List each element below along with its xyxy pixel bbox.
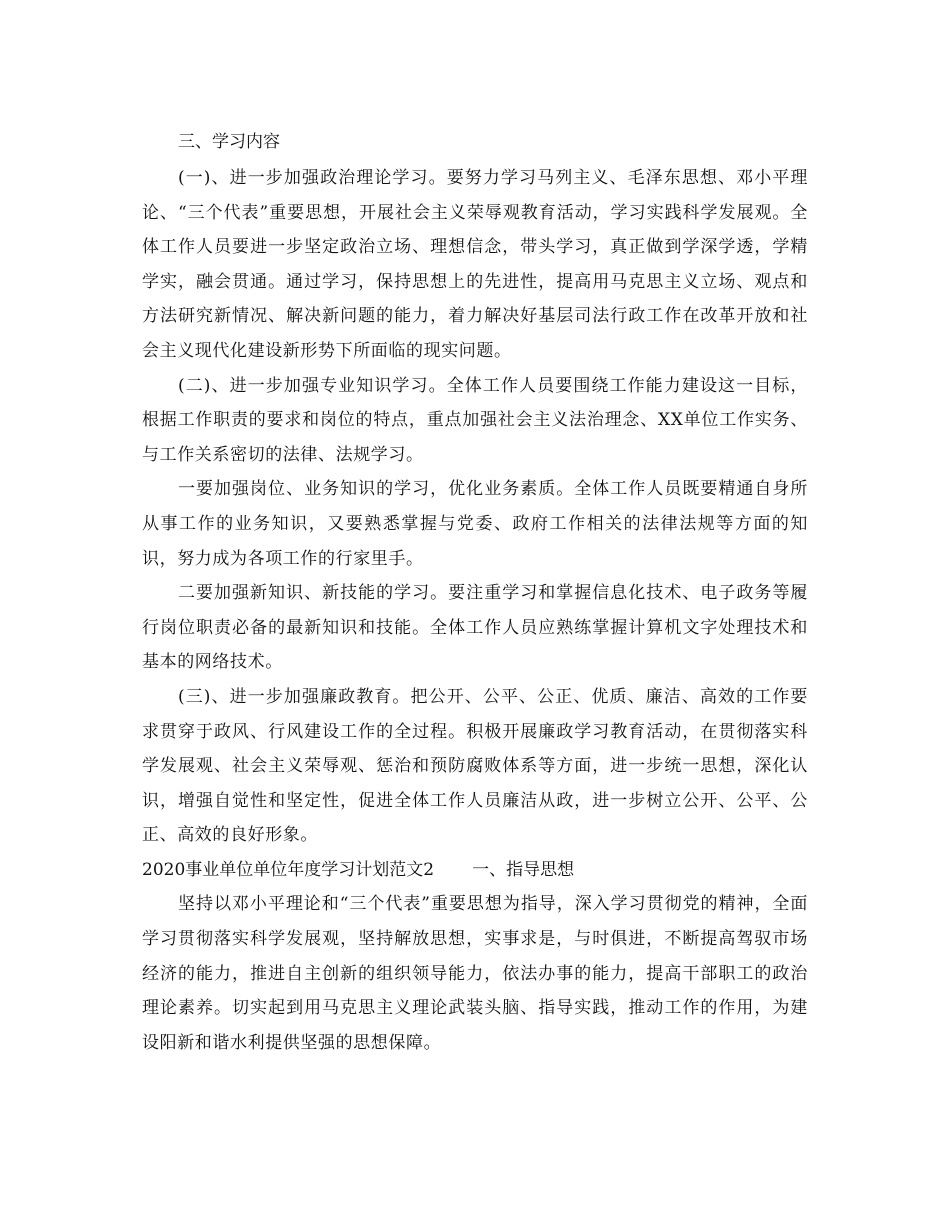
- paragraph-integrity-education: (三)、进一步加强廉政教育。把公开、公平、公正、优质、廉洁、高效的工作要求贯穿于政风、行风建设工作的全过程。积极开展廉政学习教育活动，在贯彻落实科学发展观、社会主义荣辱观、惩治和预防腐败体系等方面，进一步统一思想，深化认识，增强自觉性和坚定性，促进全体工作人员廉洁从政，进一步树立公开、公平、公正、高效的良好形象。: [142, 686, 808, 846]
- paragraph-professional-knowledge: (二)、进一步加强专业知识学习。全体工作人员要围绕工作能力建设这一目标，根据工作职责的要求和岗位的特点，重点加强社会主义法治理念、XX单位工作实务、与工作关系密切的法律、法规学习。: [142, 375, 808, 465]
- document-body: [142, 127, 808, 1060]
- document-title-line: [142, 853, 808, 888]
- section-heading: 三、学习内容: [178, 132, 280, 152]
- guiding-ideology-heading: 一、指导思想: [472, 859, 575, 880]
- paragraph-political-theory: (一)、进一步加强政治理论学习。要努力学习马列主义、毛泽东思想、邓小平理论、“三个代表”重要思想，开展社会主义荣辱观教育活动，学习实践科学发展观。全体工作人员要进一步坚定政治立场、理想信念，带头学习，真正做到学深学透，学精学实，融会贯通。通过学习，保持思想上的先进性，提高用马克思主义立场、观点和方法研究新情况、解决新问题的能力，着力解决好基层司法行政工作在改革开放和社会主义现代化建设新形势下所面临的现实问题。: [142, 168, 808, 361]
- paragraph-job-knowledge: 一要加强岗位、业务知识的学习，优化业务素质。全体工作人员既要精通自身所从事工作的业务知识，又要熟悉掌握与党委、政府工作相关的法律法规等方面的知识，努力成为各项工作的行家里手。: [142, 479, 808, 569]
- document-title: 2020事业单位单位年度学习计划范文2: [142, 859, 435, 880]
- paragraph-new-skills: 二要加强新知识、新技能的学习。要注重学习和掌握信息化技术、电子政务等履行岗位职责必备的最新知识和技能。全体工作人员应熟练掌握计算机文字处理技术和基本的网络技术。: [142, 583, 808, 673]
- paragraph-guiding-ideology: 坚持以邓小平理论和“三个代表”重要思想为指导，深入学习贯彻党的精神，全面学习贯彻落实科学发展观，坚持解放思想，实事求是，与时俱进，不断提高驾驭市场经济的能力，推进自主创新的组织领导能力，依法办事的能力，提高干部职工的政治理论素养。切实起到用马克思主义理论武装头脑、指导实践，推动工作的作用，为建设阳新和谐水利提供坚强的思想保障。: [142, 894, 808, 1053]
